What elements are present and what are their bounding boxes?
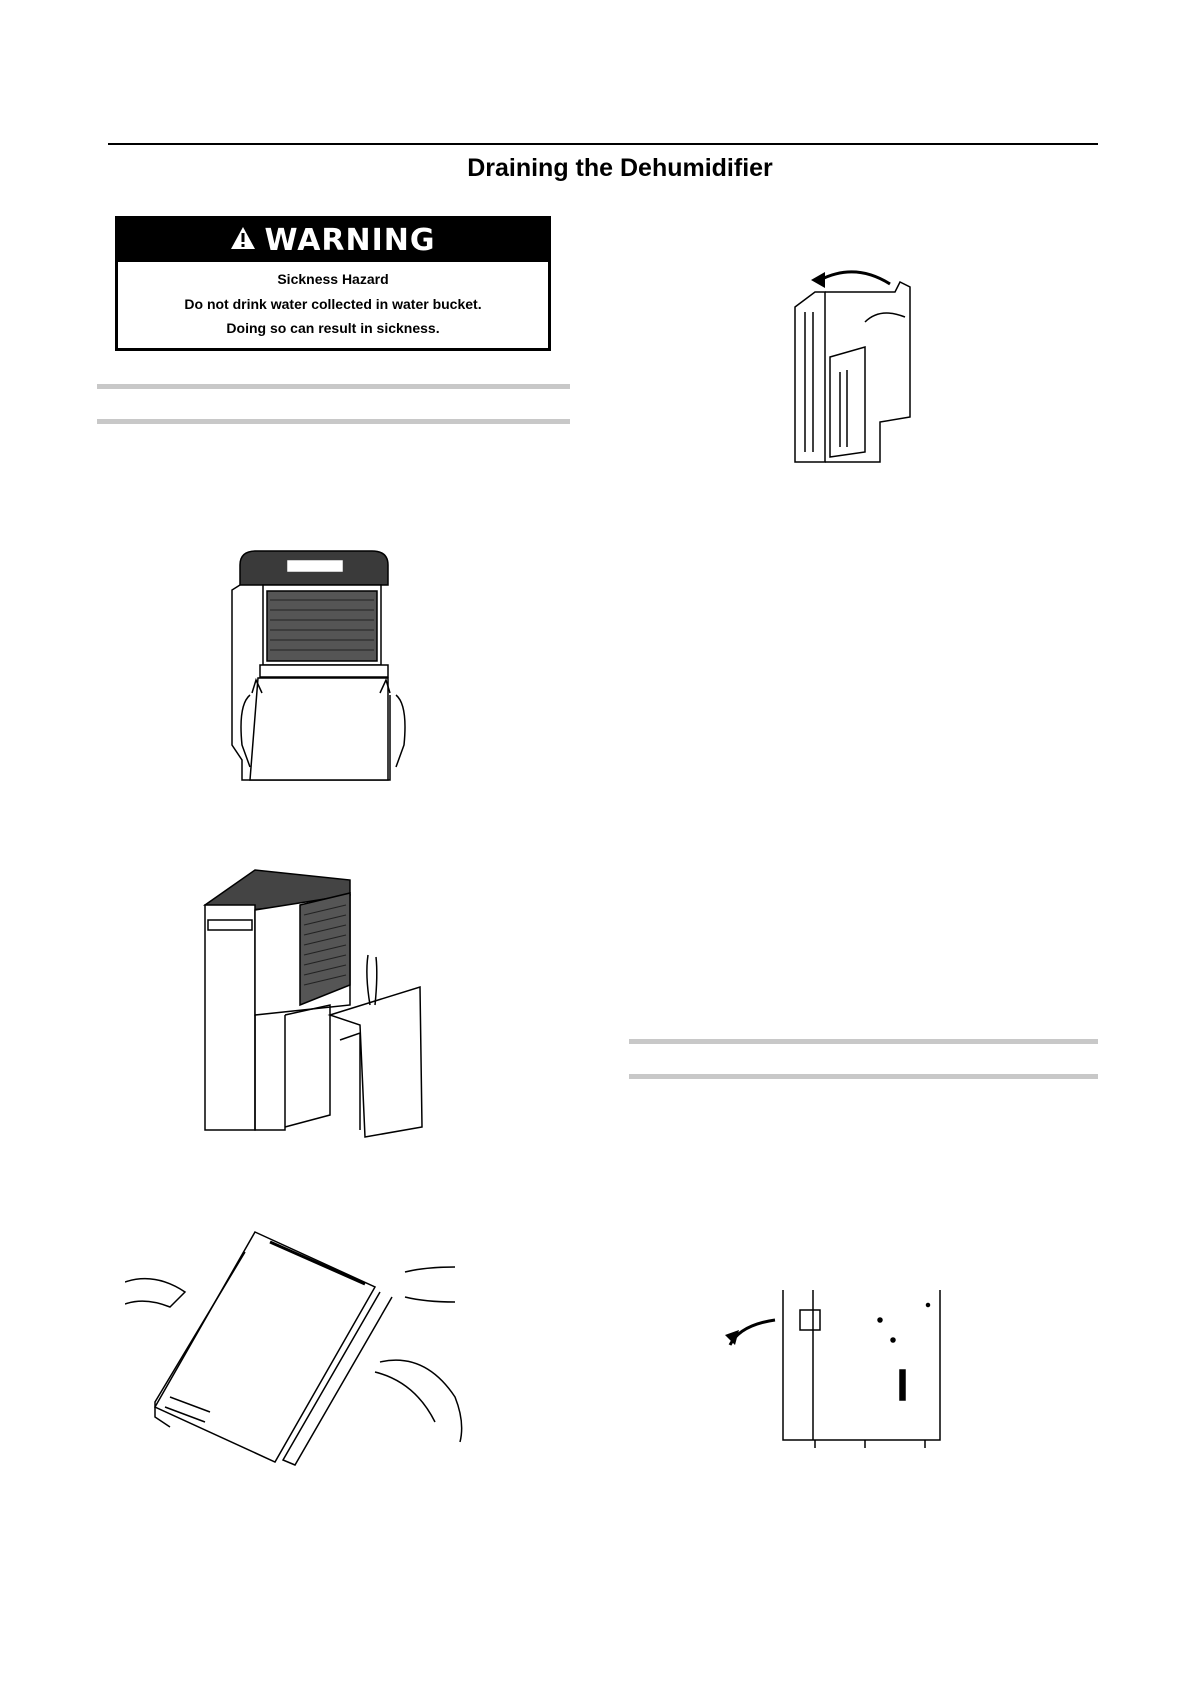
warning-triangle-icon: [230, 223, 264, 258]
drain-cover-illustration: [725, 1290, 950, 1455]
section-rule-right-top: [629, 1039, 1098, 1044]
page-title: Draining the Dehumidifier: [467, 154, 773, 182]
section-rule-left-bottom: [97, 419, 570, 424]
warning-header: [118, 219, 548, 262]
top-rule: [108, 143, 1098, 145]
warning-header-label: WARNING: [264, 223, 436, 258]
bucket-removed-illustration: [200, 865, 430, 1145]
warning-line-1: Sickness Hazard: [277, 271, 389, 287]
warning-box: [115, 216, 551, 351]
section-rule-left-top: [97, 384, 570, 389]
pour-water-illustration: [125, 1222, 505, 1467]
section-rule-right-bottom: [629, 1074, 1098, 1079]
warning-line-3: Doing so can result in sickness.: [226, 320, 440, 336]
bucket-handle-illustration: [785, 262, 925, 467]
remove-bucket-illustration: [220, 545, 420, 790]
warning-line-2: Do not drink water collected in water bucket.: [184, 295, 482, 312]
